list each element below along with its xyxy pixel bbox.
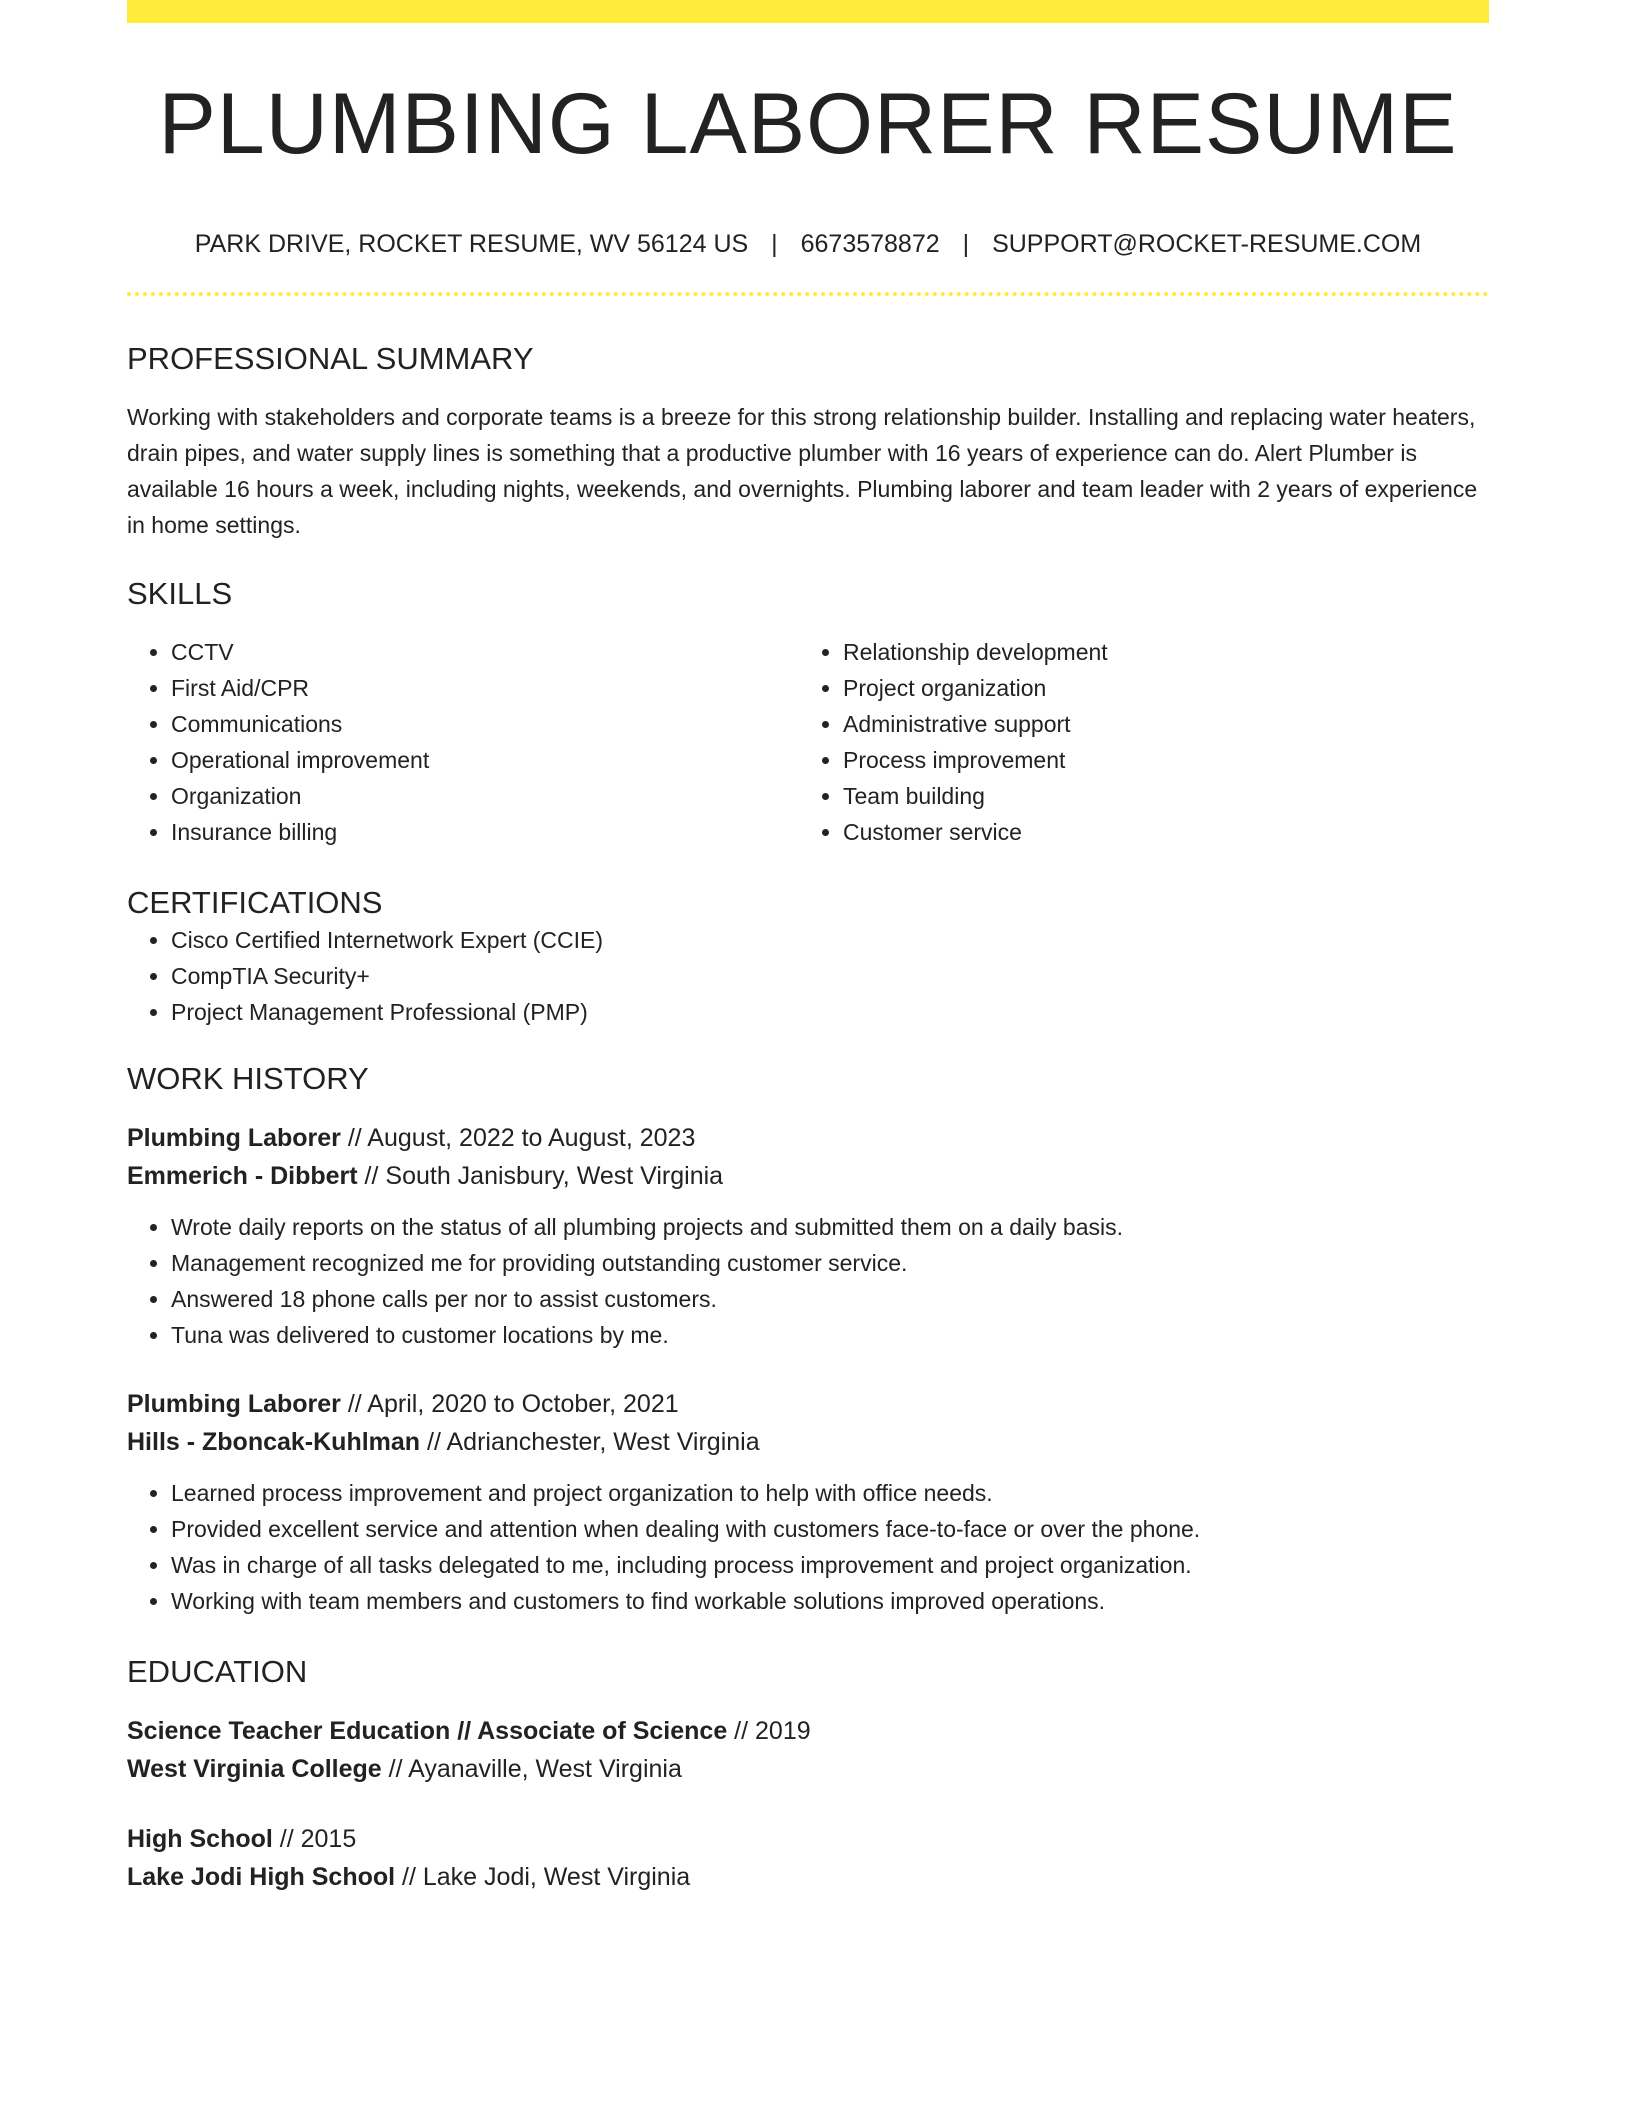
education-heading: EDUCATION bbox=[127, 1653, 308, 1689]
education-entry bbox=[127, 1820, 1489, 1896]
resume-page bbox=[127, 0, 1489, 1896]
job-duty: • Answered 18 phone calls per nor to assist customers. bbox=[171, 1281, 1489, 1317]
skill-item: • Communications bbox=[171, 706, 799, 742]
skill-item: • Team building bbox=[843, 778, 1471, 814]
education-degree-line bbox=[127, 1712, 1489, 1750]
education-location: // Lake Jodi, West Virginia bbox=[395, 1862, 691, 1891]
job-title-line bbox=[127, 1119, 1489, 1157]
job-dates: // April, 2020 to October, 2021 bbox=[340, 1389, 679, 1418]
education-year: // 2015 bbox=[272, 1824, 357, 1853]
resume-title: PLUMBING LABORER RESUME bbox=[158, 76, 1458, 172]
skill-item: • Organization bbox=[171, 778, 799, 814]
education-location: // Ayanaville, West Virginia bbox=[381, 1754, 682, 1783]
job-title-line bbox=[127, 1385, 1489, 1423]
skill-item: • Relationship development bbox=[843, 634, 1471, 670]
job-location: // Adrianchester, West Virginia bbox=[420, 1427, 760, 1456]
education-degree: Science Teacher Education // Associate of Science bbox=[127, 1716, 728, 1745]
job-entry bbox=[127, 1119, 1489, 1353]
job-duties bbox=[127, 1209, 1489, 1353]
skills-column-left bbox=[127, 634, 799, 850]
summary-text: Working with stakeholders and corporate teams is a breeze for this strong relationship builder. Installing and replacing water heaters, drain pipes, and water supply lines is something that a productive plumber with 16 years of experience can do. Alert Plumber is available 16 hours a week, including nights, weekends, and overnights. Plumbing laborer and team leader with 2 years of experience in home settings. bbox=[127, 404, 1478, 539]
job-duty: • Learned process improvement and project organization to help with office needs. bbox=[171, 1475, 1489, 1511]
job-company-line bbox=[127, 1423, 1489, 1461]
skill-item: • Project organization bbox=[843, 670, 1471, 706]
contact-email: SUPPORT@ROCKET-RESUME.COM bbox=[992, 230, 1422, 258]
job-company: Hills - Zboncak-Kuhlman bbox=[127, 1427, 421, 1456]
dotted-divider bbox=[127, 292, 1489, 296]
job-duty: • Tuna was delivered to customer locations by me. bbox=[171, 1317, 1489, 1353]
skills-heading: SKILLS bbox=[127, 576, 233, 612]
education-school: Lake Jodi High School bbox=[127, 1862, 396, 1891]
job-duty: • Was in charge of all tasks delegated to me, including process improvement and project organization. bbox=[171, 1547, 1489, 1583]
job-company: Emmerich - Dibbert bbox=[127, 1161, 358, 1190]
summary-heading: PROFESSIONAL SUMMARY bbox=[127, 341, 534, 376]
job-dates: // August, 2022 to August, 2023 bbox=[340, 1123, 696, 1152]
education-degree: High School bbox=[127, 1824, 273, 1853]
skill-item: • CCTV bbox=[171, 634, 799, 670]
contact-address: PARK DRIVE, ROCKET RESUME, WV 56124 US bbox=[194, 230, 749, 258]
job-duty: • Management recognized me for providing outstanding customer service. bbox=[171, 1245, 1489, 1281]
top-accent-bar bbox=[127, 0, 1489, 23]
job-duty: • Wrote daily reports on the status of all plumbing projects and submitted them on a daily basis. bbox=[171, 1209, 1489, 1245]
contact-phone: 6673578872 bbox=[800, 230, 940, 258]
education-school-line bbox=[127, 1750, 1489, 1788]
skill-item: • Operational improvement bbox=[171, 742, 799, 778]
skills-grid bbox=[127, 634, 1489, 850]
job-title: Plumbing Laborer bbox=[127, 1123, 341, 1152]
certification-item: • Cisco Certified Internetwork Expert (CCIE) bbox=[171, 922, 1489, 958]
job-entry bbox=[127, 1385, 1489, 1619]
certification-item: • Project Management Professional (PMP) bbox=[171, 994, 1489, 1030]
skill-item: • Customer service bbox=[843, 814, 1471, 850]
job-company-line bbox=[127, 1157, 1489, 1195]
skill-item: • First Aid/CPR bbox=[171, 670, 799, 706]
skill-item: • Administrative support bbox=[843, 706, 1471, 742]
skill-item: • Process improvement bbox=[843, 742, 1471, 778]
work-history-heading: WORK HISTORY bbox=[127, 1060, 369, 1096]
certifications-heading: CERTIFICATIONS bbox=[127, 885, 383, 921]
education-entry bbox=[127, 1712, 1489, 1788]
job-location: // South Janisbury, West Virginia bbox=[357, 1161, 724, 1190]
education-school: West Virginia College bbox=[127, 1754, 382, 1783]
skills-column-right bbox=[799, 634, 1471, 850]
education-year: // 2019 bbox=[727, 1716, 811, 1745]
skill-item: • Insurance billing bbox=[171, 814, 799, 850]
contact-separator: | bbox=[771, 230, 778, 258]
education-school-line bbox=[127, 1858, 1489, 1896]
education-degree-line bbox=[127, 1820, 1489, 1858]
job-duty: • Working with team members and customers to find workable solutions improved operations. bbox=[171, 1583, 1489, 1619]
certifications-list bbox=[127, 922, 1489, 1030]
contact-line bbox=[127, 229, 1489, 259]
job-title: Plumbing Laborer bbox=[127, 1389, 341, 1418]
certification-item: • CompTIA Security+ bbox=[171, 958, 1489, 994]
contact-separator: | bbox=[962, 230, 970, 258]
job-duties bbox=[127, 1475, 1489, 1619]
job-duty: • Provided excellent service and attention when dealing with customers face-to-face or over the phone. bbox=[171, 1511, 1489, 1547]
